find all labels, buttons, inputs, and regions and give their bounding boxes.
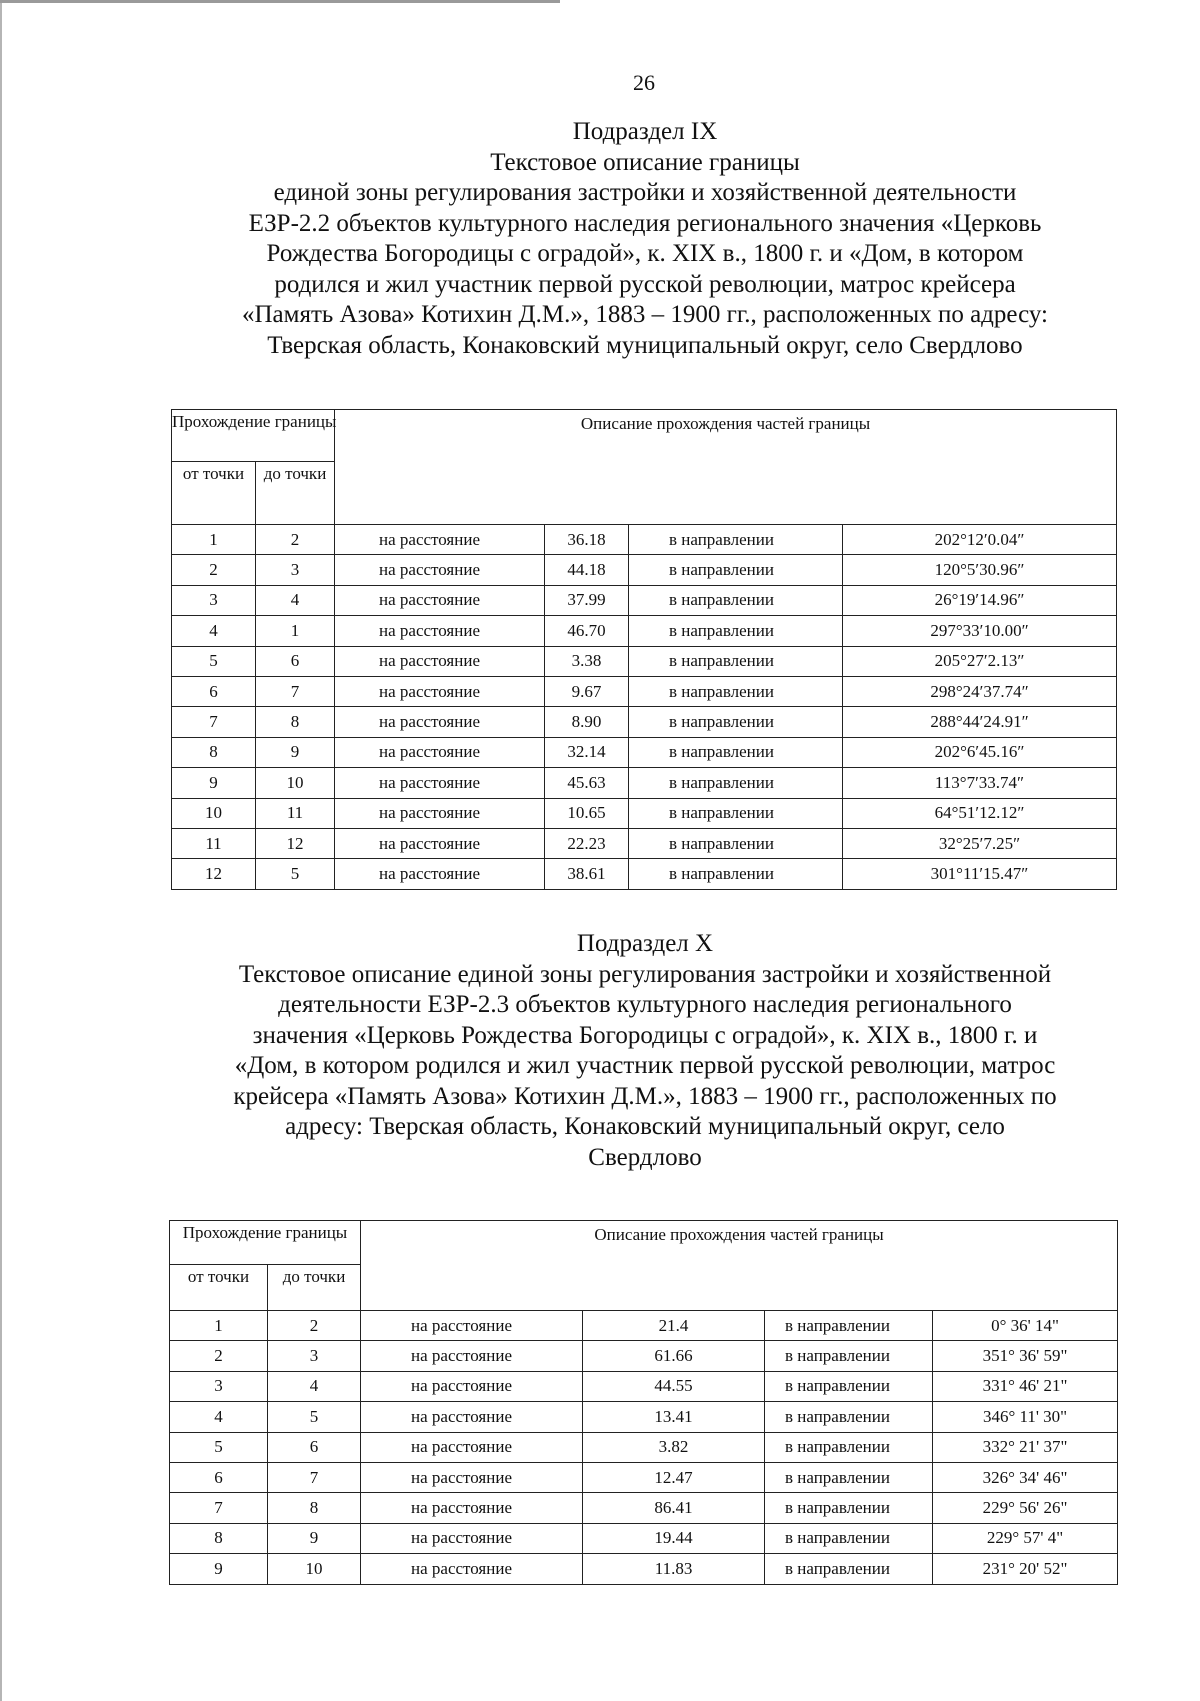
- to-point-cell: 12: [256, 828, 335, 858]
- to-point-cell: 1: [256, 616, 335, 646]
- distance-value-cell: 3.38: [545, 646, 629, 676]
- distance-value-cell: 36.18: [545, 525, 629, 555]
- table-row: [172, 798, 1117, 828]
- direction-angle-cell: 32°25′7.25″: [843, 828, 1117, 858]
- distance-label-cell: на расстояние: [335, 646, 545, 676]
- section-10-heading-line: Свердлово: [588, 1143, 702, 1171]
- to-point-cell: 3: [268, 1341, 361, 1371]
- section-9-title: Подраздел IX: [572, 118, 718, 145]
- section-10-heading-line: крейсера «Память Азова» Котихин Д.М.», 1883 – 1900 гг., расположенных по: [233, 1082, 1057, 1110]
- header-to-point: до точки: [256, 462, 335, 525]
- distance-value-cell: 19.44: [583, 1523, 765, 1553]
- to-point-cell: 5: [268, 1402, 361, 1432]
- distance-value-cell: 61.66: [583, 1341, 765, 1371]
- distance-value-cell: 38.61: [545, 859, 629, 889]
- direction-label-cell: в направлении: [629, 707, 843, 737]
- direction-label-cell: в направлении: [629, 525, 843, 555]
- distance-value-cell: 21.4: [583, 1311, 765, 1341]
- distance-value-cell: 8.90: [545, 707, 629, 737]
- from-point-cell: 6: [170, 1462, 268, 1492]
- to-point-cell: 8: [256, 707, 335, 737]
- table-row: [172, 707, 1117, 737]
- direction-angle-cell: 298°24′37.74″: [843, 676, 1117, 706]
- from-point-cell: 5: [172, 646, 256, 676]
- from-point-cell: 8: [170, 1523, 268, 1553]
- distance-label-cell: на расстояние: [335, 555, 545, 585]
- direction-angle-cell: 288°44′24.91″: [843, 707, 1117, 737]
- direction-label-cell: в направлении: [629, 768, 843, 798]
- distance-label-cell: на расстояние: [335, 616, 545, 646]
- table-row: [172, 646, 1117, 676]
- distance-label-cell: на расстояние: [335, 525, 545, 555]
- from-point-cell: 8: [172, 737, 256, 767]
- distance-value-cell: 22.23: [545, 828, 629, 858]
- distance-value-cell: 9.67: [545, 676, 629, 706]
- direction-angle-cell: 351° 36' 59": [933, 1341, 1118, 1371]
- direction-label-cell: в направлении: [765, 1341, 933, 1371]
- table-row: [170, 1462, 1118, 1492]
- distance-value-cell: 11.83: [583, 1554, 765, 1584]
- section-9-boundary-table: [171, 409, 1117, 890]
- direction-angle-cell: 331° 46' 21": [933, 1371, 1118, 1401]
- distance-value-cell: 3.82: [583, 1432, 765, 1462]
- section-10-title: Подраздел X: [576, 930, 714, 957]
- distance-label-cell: на расстояние: [335, 859, 545, 889]
- direction-label-cell: в направлении: [629, 646, 843, 676]
- direction-label-cell: в направлении: [629, 859, 843, 889]
- direction-angle-cell: 120°5′30.96″: [843, 555, 1117, 585]
- direction-label-cell: в направлении: [629, 616, 843, 646]
- from-point-cell: 7: [170, 1493, 268, 1523]
- direction-label-cell: в направлении: [765, 1311, 933, 1341]
- from-point-cell: 7: [172, 707, 256, 737]
- direction-label-cell: в направлении: [765, 1493, 933, 1523]
- from-point-cell: 12: [172, 859, 256, 889]
- table-row: [170, 1371, 1118, 1401]
- from-point-cell: 11: [172, 828, 256, 858]
- direction-label-cell: в направлении: [629, 555, 843, 585]
- table-row: [172, 737, 1117, 767]
- header-passage: Прохождение границы: [172, 410, 335, 462]
- to-point-cell: 7: [268, 1462, 361, 1492]
- distance-label-cell: на расстояние: [361, 1554, 583, 1584]
- direction-label-cell: в направлении: [629, 828, 843, 858]
- distance-value-cell: 86.41: [583, 1493, 765, 1523]
- direction-label-cell: в направлении: [629, 798, 843, 828]
- distance-label-cell: на расстояние: [361, 1311, 583, 1341]
- to-point-cell: 10: [268, 1554, 361, 1584]
- to-point-cell: 7: [256, 676, 335, 706]
- distance-value-cell: 12.47: [583, 1462, 765, 1492]
- section-10-rows: [170, 1311, 1118, 1585]
- distance-label-cell: на расстояние: [361, 1493, 583, 1523]
- to-point-cell: 9: [256, 737, 335, 767]
- distance-label-cell: на расстояние: [361, 1371, 583, 1401]
- distance-label-cell: на расстояние: [335, 676, 545, 706]
- direction-label-cell: в направлении: [765, 1432, 933, 1462]
- direction-angle-cell: 202°6′45.16″: [843, 737, 1117, 767]
- section-9-heading-line: родился и жил участник первой русской революции, матрос крейсера: [274, 270, 1016, 298]
- from-point-cell: 3: [170, 1371, 268, 1401]
- from-point-cell: 1: [170, 1311, 268, 1341]
- section-10-heading: [150, 929, 1140, 1173]
- section-10-heading-line: «Дом, в котором родился и жил участник первой русской революции, матрос: [234, 1052, 1056, 1079]
- table-row: [172, 616, 1117, 646]
- section-9-heading-line: «Память Азова» Котихин Д.М.», 1883 – 1900 гг., расположенных по адресу:: [241, 301, 1049, 328]
- section-9-heading-line: Рождества Богородицы с оградой», к. XIX в., 1800 г. и «Дом, в котором: [266, 240, 1024, 267]
- direction-label-cell: в направлении: [765, 1402, 933, 1432]
- from-point-cell: 2: [172, 555, 256, 585]
- to-point-cell: 2: [256, 525, 335, 555]
- table-row: [172, 828, 1117, 858]
- to-point-cell: 10: [256, 768, 335, 798]
- section-9-heading-line: единой зоны регулирования застройки и хозяйственной деятельности: [273, 179, 1017, 206]
- distance-value-cell: 37.99: [545, 585, 629, 615]
- direction-label-cell: в направлении: [765, 1523, 933, 1553]
- distance-value-cell: 13.41: [583, 1402, 765, 1432]
- section-10-boundary-table: [169, 1220, 1118, 1585]
- header-passage: Прохождение границы: [170, 1221, 361, 1265]
- distance-label-cell: на расстояние: [335, 585, 545, 615]
- to-point-cell: 2: [268, 1311, 361, 1341]
- table-row: [170, 1493, 1118, 1523]
- from-point-cell: 5: [170, 1432, 268, 1462]
- distance-label-cell: на расстояние: [335, 798, 545, 828]
- table-row: [170, 1402, 1118, 1432]
- to-point-cell: 11: [256, 798, 335, 828]
- distance-value-cell: 46.70: [545, 616, 629, 646]
- direction-label-cell: в направлении: [629, 585, 843, 615]
- table-row: [170, 1311, 1118, 1341]
- direction-label-cell: в направлении: [629, 676, 843, 706]
- distance-label-cell: на расстояние: [335, 707, 545, 737]
- header-description: Описание прохождения частей границы: [361, 1221, 1118, 1311]
- from-point-cell: 9: [172, 768, 256, 798]
- from-point-cell: 3: [172, 585, 256, 615]
- direction-angle-cell: 64°51′12.12″: [843, 798, 1117, 828]
- distance-label-cell: на расстояние: [335, 768, 545, 798]
- direction-angle-cell: 346° 11' 30": [933, 1402, 1118, 1432]
- from-point-cell: 6: [172, 676, 256, 706]
- direction-label-cell: в направлении: [629, 737, 843, 767]
- section-10-heading-line: деятельности ЕЗР-2.3 объектов культурного наследия регионального: [278, 991, 1012, 1018]
- table-row: [170, 1523, 1118, 1553]
- to-point-cell: 6: [268, 1432, 361, 1462]
- direction-angle-cell: 229° 56' 26": [933, 1493, 1118, 1523]
- direction-angle-cell: 326° 34' 46": [933, 1462, 1118, 1492]
- distance-value-cell: 32.14: [545, 737, 629, 767]
- section-9-heading: [150, 117, 1140, 361]
- direction-label-cell: в направлении: [765, 1371, 933, 1401]
- direction-angle-cell: 229° 57' 4": [933, 1523, 1118, 1553]
- table-row: [172, 859, 1117, 889]
- distance-label-cell: на расстояние: [335, 828, 545, 858]
- direction-angle-cell: 205°27′2.13″: [843, 646, 1117, 676]
- distance-label-cell: на расстояние: [335, 737, 545, 767]
- header-from-point: от точки: [170, 1265, 268, 1311]
- from-point-cell: 9: [170, 1554, 268, 1584]
- direction-angle-cell: 202°12′0.04″: [843, 525, 1117, 555]
- to-point-cell: 4: [268, 1371, 361, 1401]
- page-number: 26: [633, 70, 655, 95]
- to-point-cell: 3: [256, 555, 335, 585]
- distance-label-cell: на расстояние: [361, 1341, 583, 1371]
- table-row: [172, 525, 1117, 555]
- to-point-cell: 6: [256, 646, 335, 676]
- to-point-cell: 9: [268, 1523, 361, 1553]
- table-row: [172, 555, 1117, 585]
- direction-angle-cell: 26°19′14.96″: [843, 585, 1117, 615]
- distance-value-cell: 44.55: [583, 1371, 765, 1401]
- direction-label-cell: в направлении: [765, 1554, 933, 1584]
- header-description: Описание прохождения частей границы: [335, 410, 1117, 525]
- direction-angle-cell: 231° 20' 52": [933, 1554, 1118, 1584]
- direction-angle-cell: 301°11′15.47″: [843, 859, 1117, 889]
- from-point-cell: 2: [170, 1341, 268, 1371]
- header-to-point: до точки: [268, 1265, 361, 1311]
- table-row: [170, 1341, 1118, 1371]
- distance-value-cell: 10.65: [545, 798, 629, 828]
- table-row: [170, 1554, 1118, 1584]
- distance-label-cell: на расстояние: [361, 1432, 583, 1462]
- table-row: [172, 585, 1117, 615]
- table-row: [172, 768, 1117, 798]
- distance-label-cell: на расстояние: [361, 1462, 583, 1492]
- section-10-heading-line: адресу: Тверская область, Конаковский муниципальный округ, село: [285, 1113, 1005, 1140]
- section-9-heading-line: Текстовое описание границы: [490, 148, 800, 176]
- section-10-heading-line: значения «Церковь Рождества Богородицы с оградой», к. XIX в., 1800 г. и: [252, 1021, 1038, 1049]
- scan-edge-top: [0, 0, 560, 3]
- direction-angle-cell: 0° 36' 14": [933, 1311, 1118, 1341]
- direction-angle-cell: 297°33′10.00″: [843, 616, 1117, 646]
- from-point-cell: 10: [172, 798, 256, 828]
- to-point-cell: 8: [268, 1493, 361, 1523]
- section-9-heading-line: Тверская область, Конаковский муниципальный округ, село Свердлово: [267, 331, 1023, 359]
- section-10-heading-line: Текстовое описание единой зоны регулирования застройки и хозяйственной: [238, 960, 1052, 988]
- direction-angle-cell: 113°7′33.74″: [843, 768, 1117, 798]
- header-from-point: от точки: [172, 462, 256, 525]
- distance-label-cell: на расстояние: [361, 1402, 583, 1432]
- section-9-heading-line: ЕЗР-2.2 объектов культурного наследия регионального значения «Церковь: [248, 209, 1042, 237]
- to-point-cell: 4: [256, 585, 335, 615]
- to-point-cell: 5: [256, 859, 335, 889]
- table-row: [170, 1432, 1118, 1462]
- scan-edge-left: [0, 0, 2, 1701]
- distance-label-cell: на расстояние: [361, 1523, 583, 1553]
- from-point-cell: 1: [172, 525, 256, 555]
- section-9-rows: [172, 525, 1117, 890]
- from-point-cell: 4: [172, 616, 256, 646]
- table-row: [172, 676, 1117, 706]
- distance-value-cell: 44.18: [545, 555, 629, 585]
- from-point-cell: 4: [170, 1402, 268, 1432]
- direction-angle-cell: 332° 21' 37": [933, 1432, 1118, 1462]
- distance-value-cell: 45.63: [545, 768, 629, 798]
- direction-label-cell: в направлении: [765, 1462, 933, 1492]
